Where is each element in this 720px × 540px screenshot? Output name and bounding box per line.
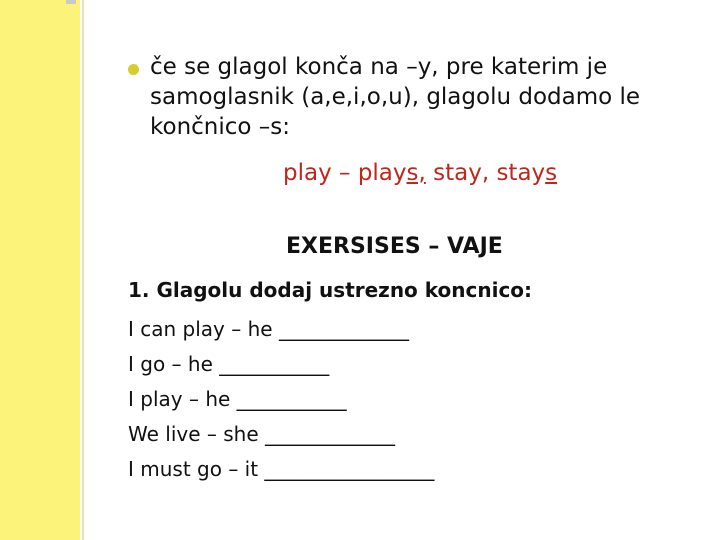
exercise-line: I can play – he _____________ (128, 317, 409, 341)
bullet-dot-icon (128, 64, 139, 75)
decorative-side-rule (82, 0, 84, 540)
exercise-line: I go – he ___________ (128, 352, 330, 376)
task-title: 1. Glagolu dodaj ustrezno koncnico: (128, 278, 533, 302)
exercise-line: I must go – it _________________ (128, 457, 435, 481)
exercise-list (128, 312, 434, 487)
section-heading: EXERSISES – VAJE (286, 234, 503, 259)
example-line (283, 158, 557, 188)
example-part-2: stay, stay (425, 160, 546, 186)
decorative-side-band (0, 0, 80, 540)
exercise-line: We live – she _____________ (128, 422, 395, 446)
example-underlined-2: s (545, 160, 558, 186)
decorative-corner-mark (66, 0, 76, 4)
rule-text: če se glagol konča na –y, pre katerim je samoglasnik (a,e,i,o,u), glagolu dodamo le končnico –s: (150, 54, 641, 140)
rule-bullet (128, 52, 688, 142)
example-part-1: play – play (283, 160, 407, 186)
example-underlined-1: s, (406, 160, 426, 186)
exercise-line: I play – he ___________ (128, 387, 347, 411)
